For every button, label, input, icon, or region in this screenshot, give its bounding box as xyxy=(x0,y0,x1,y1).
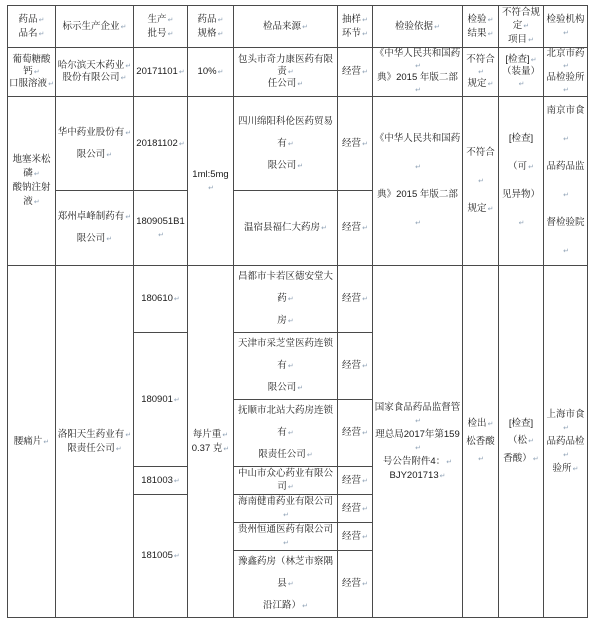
r1-spec-cell: 10% ↵ xyxy=(188,48,234,97)
header-source: 检品来源 ↵ xyxy=(234,6,338,48)
r3-drug-name-cell: 腰痛片 ↵ xyxy=(8,266,56,618)
header-drug-name: 药品 ↵ 品名 ↵ xyxy=(8,6,56,48)
r3-source-7-cell: 豫鑫药房（林芝市察隅县 ↵ 沿江路） ↵ xyxy=(234,551,338,618)
r3-stage-5-cell: 经营 ↵ xyxy=(338,495,373,523)
r1-agency-cell: 北京市药 ↵ 品检验所 ↵ xyxy=(544,48,588,97)
r3-spec-cell: 每片重 ↵ 0.37 克 ↵ xyxy=(188,266,234,618)
r1-basis-cell: 《中华人民共和国药 ↵ 典》2015 年版二部 ↵ xyxy=(373,48,463,97)
r3-source-3-cell: 抚顺市北站大药房连锁有 ↵ 限责任公司 ↵ xyxy=(234,400,338,467)
r1-stage-cell: 经营 ↵ xyxy=(338,48,373,97)
r2-stage-2-cell: 经营 ↵ xyxy=(338,191,373,266)
drug-inspection-table xyxy=(7,5,588,618)
r3-source-6-cell: 贵州恒通医药有限公司 ↵ xyxy=(234,523,338,551)
r3-source-5-cell: 海南健甫药业有限公司 ↵ xyxy=(234,495,338,523)
r3-source-4-cell: 中山市众心药业有限公司 ↵ xyxy=(234,467,338,495)
r2-result-cell: 不符合 ↵ 规定 ↵ xyxy=(463,97,499,266)
r3-manufacturer-cell: 洛阳天生药业有 ↵ 限责任公司 ↵ xyxy=(56,266,134,618)
header-row xyxy=(8,6,588,48)
r3-batch-181005-cell: 181005 ↵ xyxy=(134,495,188,618)
r2-source-2-cell: 温宿县福仁大药房 ↵ xyxy=(234,191,338,266)
header-agency: 检验机构 ↵ xyxy=(544,6,588,48)
r1-batch-cell: 20171101 ↵ xyxy=(134,48,188,97)
r1-drug-name-cell: 葡萄糖酸钙 ↵ 口服溶液 ↵ xyxy=(8,48,56,97)
r3-agency-cell: 上海市食 ↵ 品药品检 ↵ 验所 ↵ xyxy=(544,266,588,618)
header-basis: 检验依据 ↵ xyxy=(373,6,463,48)
r2-basis-cell: 《中华人民共和国药 ↵ 典》2015 年版二部 ↵ xyxy=(373,97,463,266)
r3-items-cell: [检查]（松 ↵ 香酸） ↵ xyxy=(499,266,544,618)
r3-source-2-cell: 天津市采芝堂医药连锁有 ↵ 限公司 ↵ xyxy=(234,333,338,400)
r2-items-cell: [检查]（可 ↵ 见异物） ↵ xyxy=(499,97,544,266)
header-result: 检验 ↵ 结果 ↵ xyxy=(463,6,499,48)
r2-batch-2-cell: 1809051B1 ↵ xyxy=(134,191,188,266)
r2-source-1-cell: 四川绵阳科伦医药贸易有 ↵ 限公司 ↵ xyxy=(234,97,338,191)
r2-manufacturer-1-cell: 华中药业股份有 ↵ 限公司 ↵ xyxy=(56,97,134,191)
r3-stage-3-cell: 经营 ↵ xyxy=(338,400,373,467)
r2-drug-name-cell: 地塞米松磷 ↵ 酸钠注射液 ↵ xyxy=(8,97,56,266)
r2-stage-1-cell: 经营 ↵ xyxy=(338,97,373,191)
r1-items-cell: [检查] ↵ （装量） ↵ xyxy=(499,48,544,97)
r1-source-cell: 包头市奇力康医药有限责 ↵ 任公司 ↵ xyxy=(234,48,338,97)
r3-source-1-cell: 昌都市卡若区德安堂大药 ↵ 房 ↵ xyxy=(234,266,338,333)
r1-manufacturer-cell: 哈尔滨天木药业 ↵ 股份有限公司 ↵ xyxy=(56,48,134,97)
r3-batch-181003-cell: 181003 ↵ xyxy=(134,467,188,495)
r2-spec-cell: 1ml:5mg ↵ xyxy=(188,97,234,266)
table-row xyxy=(8,97,588,191)
r3-stage-6-cell: 经营 ↵ xyxy=(338,523,373,551)
r3-stage-1-cell: 经营 ↵ xyxy=(338,266,373,333)
r3-batch-180610-cell: 180610 ↵ xyxy=(134,266,188,333)
header-stage: 抽样 ↵ 环节 ↵ xyxy=(338,6,373,48)
header-spec: 药品 ↵ 规格 ↵ xyxy=(188,6,234,48)
r2-batch-1-cell: 20181102 ↵ xyxy=(134,97,188,191)
r2-agency-cell: 南京市食 ↵ 品药品监 ↵ 督检验院 ↵ xyxy=(544,97,588,266)
r3-stage-7-cell: 经营 ↵ xyxy=(338,551,373,618)
r3-basis-cell: 国家食品药品监督管 ↵ 理总局2017年第159 ↵ 号公告附件4： ↵ BJY201713 ↵ xyxy=(373,266,463,618)
r3-result-cell: 检出 ↵ 松香酸 ↵ xyxy=(463,266,499,618)
header-nonconforming-items: 不符合规定 ↵ 项目 ↵ xyxy=(499,6,544,48)
r2-manufacturer-2-cell: 郑州卓峰制药有 ↵ 限公司 ↵ xyxy=(56,191,134,266)
r3-stage-4-cell: 经营 ↵ xyxy=(338,467,373,495)
table-row xyxy=(8,266,588,333)
header-manufacturer: 标示生产企业 ↵ xyxy=(56,6,134,48)
header-batch: 生产 ↵ 批号 ↵ xyxy=(134,6,188,48)
r1-result-cell: 不符合 ↵ 规定 ↵ xyxy=(463,48,499,97)
r3-stage-2-cell: 经营 ↵ xyxy=(338,333,373,400)
table-row xyxy=(8,48,588,97)
r3-batch-180901-cell: 180901 ↵ xyxy=(134,333,188,467)
